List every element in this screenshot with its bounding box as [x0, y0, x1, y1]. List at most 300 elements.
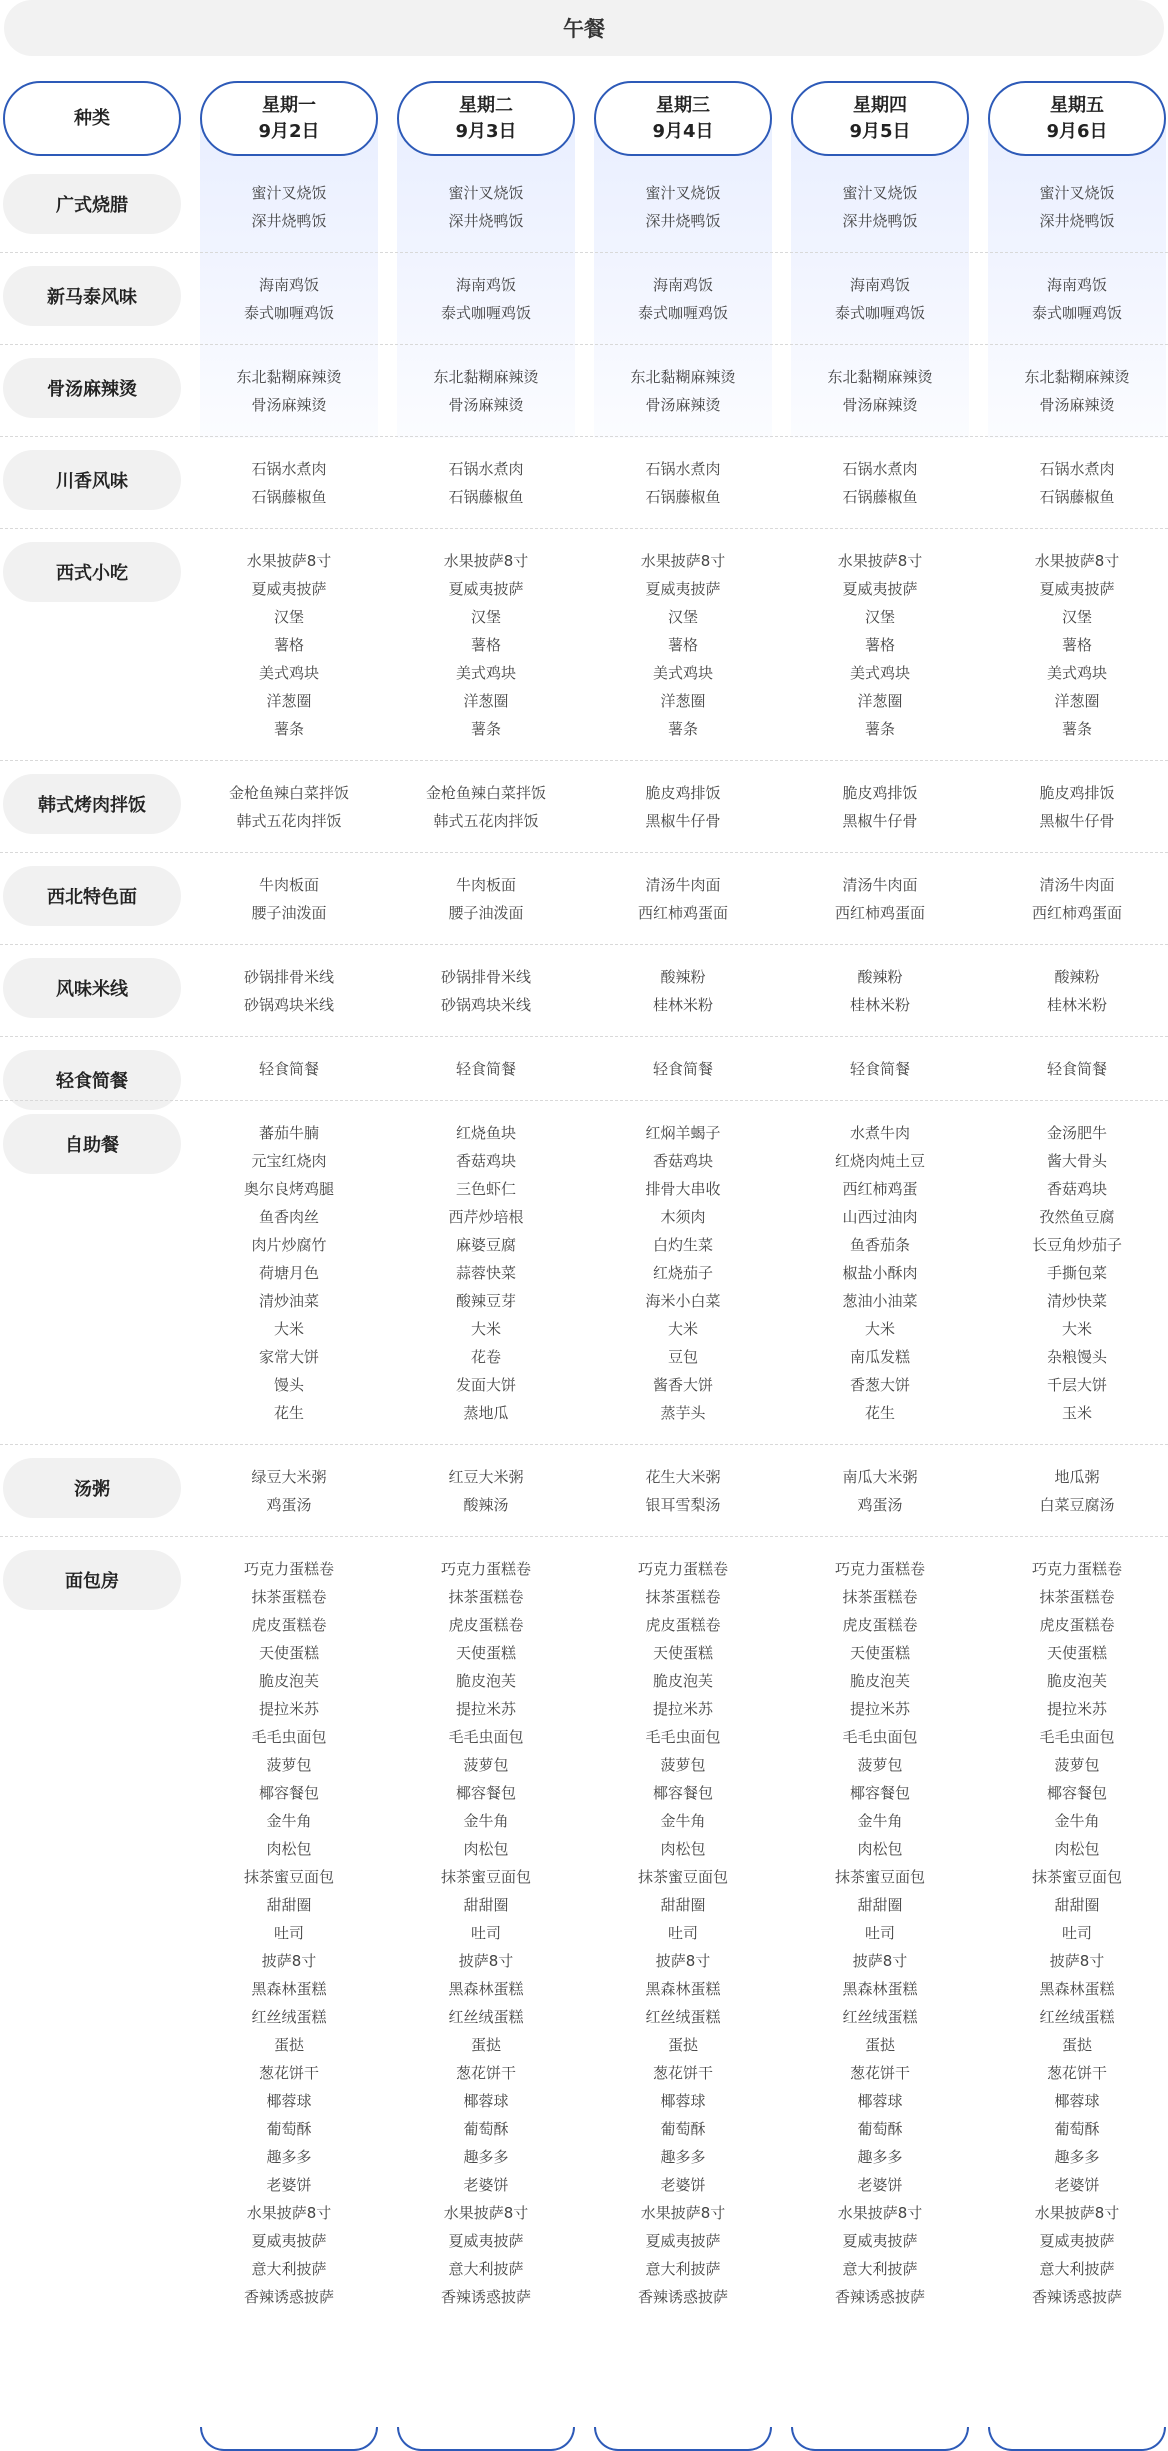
menu-item: 石锅藤椒鱼: [842, 488, 918, 506]
menu-item: 发面大饼: [455, 1376, 516, 1394]
menu-cell: [988, 547, 1166, 743]
menu-item: 披萨8寸: [852, 1952, 908, 1970]
menu-item: 葡萄酥: [1054, 2120, 1100, 2138]
menu-item: 排骨大串收: [645, 1180, 721, 1198]
menu-item: 砂锅排骨米线: [440, 968, 531, 986]
menu-cell: [200, 547, 378, 743]
menu-item: 蜜汁叉烧饭: [842, 184, 918, 202]
category-label: 自助餐: [3, 1114, 181, 1174]
menu-item: 砂锅鸡块米线: [243, 996, 334, 1014]
menu-item: 黑椒牛仔骨: [1039, 812, 1115, 830]
menu-item: 薯条: [470, 720, 501, 738]
menu-item: 葱花饼干: [1046, 2064, 1107, 2082]
menu-cell: [594, 547, 772, 743]
menu-item: 鱼香茄条: [849, 1236, 910, 1254]
menu-item: 蒸芋头: [660, 1404, 706, 1422]
menu-cell: [791, 271, 969, 327]
menu-item: 红丝绒蛋糕: [448, 2008, 524, 2026]
menu-item: 海南鸡饭: [1046, 276, 1107, 294]
menu-cell: [397, 963, 575, 1019]
menu-cell: [397, 1119, 575, 1427]
menu-item: 夏威夷披萨: [251, 580, 327, 598]
weekday-label: 星期二: [459, 94, 513, 116]
menu-cell: [988, 455, 1166, 511]
menu-item: 椰容餐包: [455, 1784, 516, 1802]
menu-item: 脆皮泡芙: [652, 1672, 713, 1690]
row-divider: [0, 436, 1168, 437]
menu-cell: [200, 963, 378, 1019]
menu-item: 石锅藤椒鱼: [1039, 488, 1115, 506]
menu-cell: [791, 1555, 969, 2311]
menu-item: 鸡蛋汤: [857, 1496, 903, 1514]
menu-item: 馒头: [273, 1376, 304, 1394]
menu-item: 薯条: [273, 720, 304, 738]
row-divider: [0, 344, 1168, 345]
row-divider: [0, 1100, 1168, 1101]
menu-item: 美式鸡块: [455, 664, 516, 682]
menu-item: 香菇鸡块: [652, 1152, 713, 1170]
menu-item: 薯格: [864, 636, 895, 654]
menu-item: 清炒快菜: [1046, 1292, 1107, 1310]
menu-cell: [791, 779, 969, 835]
menu-item: 洋葱圈: [266, 692, 312, 710]
column-bottom-cap: [988, 2427, 1166, 2451]
menu-item: 金牛角: [266, 1812, 312, 1830]
menu-item: 红烧茄子: [652, 1264, 713, 1282]
menu-item: 红烧鱼块: [455, 1124, 516, 1142]
menu-item: 石锅水煮肉: [645, 460, 721, 478]
menu-item: 深井烧鸭饭: [1039, 212, 1115, 230]
day-header-thu: [791, 81, 969, 156]
menu-item: 东北黏糊麻辣烫: [630, 368, 736, 386]
menu-item: 金枪鱼辣白菜拌饭: [228, 784, 349, 802]
menu-item: 蛋挞: [864, 2036, 895, 2054]
menu-item: 深井烧鸭饭: [251, 212, 327, 230]
menu-item: 意大利披萨: [842, 2260, 918, 2278]
menu-item: 美式鸡块: [849, 664, 910, 682]
row-divider: [0, 1444, 1168, 1445]
menu-item: 白灼生菜: [652, 1236, 713, 1254]
menu-cell: [791, 963, 969, 1019]
menu-item: 腰子油泼面: [448, 904, 524, 922]
menu-item: 深井烧鸭饭: [448, 212, 524, 230]
menu-item: 趣多多: [660, 2148, 706, 2166]
menu-item: 肉松包: [463, 1840, 509, 1858]
menu-item: 薯条: [864, 720, 895, 738]
category-label: 韩式烤肉拌饭: [3, 774, 181, 834]
menu-cell: [397, 871, 575, 927]
menu-item: 水煮牛肉: [849, 1124, 910, 1142]
menu-item: 蜜汁叉烧饭: [1039, 184, 1115, 202]
menu-item: 西芹炒培根: [448, 1208, 524, 1226]
category-header-label: 种类: [74, 107, 110, 129]
menu-cell: [791, 871, 969, 927]
menu-item: 吐司: [273, 1924, 304, 1942]
category-label: 面包房: [3, 1550, 181, 1610]
date-label: 9月6日: [1046, 120, 1108, 142]
category-label: 西北特色面: [3, 866, 181, 926]
menu-cell: [200, 871, 378, 927]
menu-cell: [594, 871, 772, 927]
menu-item: 清汤牛肉面: [1039, 876, 1115, 894]
menu-item: 虎皮蛋糕卷: [645, 1616, 721, 1634]
menu-item: 蒸地瓜: [463, 1404, 509, 1422]
menu-item: 清汤牛肉面: [645, 876, 721, 894]
menu-item: 香辣诱惑披萨: [243, 2288, 334, 2306]
menu-item: 脆皮泡芙: [1046, 1672, 1107, 1690]
menu-item: 东北黏糊麻辣烫: [827, 368, 933, 386]
menu-item: 肉片炒腐竹: [251, 1236, 327, 1254]
menu-cell: [594, 1463, 772, 1519]
menu-item: 金牛角: [857, 1812, 903, 1830]
menu-item: 虎皮蛋糕卷: [1039, 1616, 1115, 1634]
menu-item: 肉松包: [857, 1840, 903, 1858]
menu-item: 水果披萨8寸: [1034, 2204, 1120, 2222]
menu-item: 红豆大米粥: [448, 1468, 524, 1486]
menu-cell: [988, 1055, 1166, 1083]
menu-item: 元宝红烧肉: [251, 1152, 327, 1170]
category-header: [3, 81, 181, 156]
menu-cell: [200, 271, 378, 327]
menu-item: 红丝绒蛋糕: [645, 2008, 721, 2026]
menu-item: 虎皮蛋糕卷: [251, 1616, 327, 1634]
menu-item: 椰容餐包: [1046, 1784, 1107, 1802]
menu-item: 葱花饼干: [652, 2064, 713, 2082]
menu-item: 椰容餐包: [849, 1784, 910, 1802]
menu-item: 泰式咖喱鸡饭: [243, 304, 334, 322]
menu-item: 薯条: [1061, 720, 1092, 738]
menu-item: 金枪鱼辣白菜拌饭: [425, 784, 546, 802]
menu-item: 手撕包菜: [1046, 1264, 1107, 1282]
menu-item: 水果披萨8寸: [443, 2204, 529, 2222]
menu-item: 毛毛虫面包: [1039, 1728, 1115, 1746]
menu-cell: [397, 547, 575, 743]
menu-cell: [791, 1055, 969, 1083]
menu-item: 葡萄酥: [266, 2120, 312, 2138]
menu-item: 牛肉板面: [455, 876, 516, 894]
menu-item: 山西过油肉: [842, 1208, 918, 1226]
menu-item: 黑森林蛋糕: [1039, 1980, 1115, 1998]
menu-item: 蕃茄牛腩: [258, 1124, 319, 1142]
menu-item: 甜甜圈: [266, 1896, 312, 1914]
menu-item: 脆皮鸡排饭: [1039, 784, 1115, 802]
category-label: 轻食简餐: [3, 1050, 181, 1110]
menu-item: 夏威夷披萨: [1039, 2232, 1115, 2250]
menu-item: 大米: [667, 1320, 698, 1338]
menu-item: 杂粮馒头: [1046, 1348, 1107, 1366]
menu-item: 巧克力蛋糕卷: [243, 1560, 334, 1578]
category-label: 川香风味: [3, 450, 181, 510]
menu-item: 蛋挞: [667, 2036, 698, 2054]
menu-item: 海南鸡饭: [849, 276, 910, 294]
menu-cell: [594, 1055, 772, 1083]
menu-item: 毛毛虫面包: [251, 1728, 327, 1746]
column-bottom-cap: [594, 2427, 772, 2451]
menu-item: 抹茶蜜豆面包: [637, 1868, 728, 1886]
menu-item: 骨汤麻辣烫: [645, 396, 721, 414]
menu-item: 水果披萨8寸: [640, 2204, 726, 2222]
menu-cell: [594, 363, 772, 419]
menu-item: 抹茶蜜豆面包: [243, 1868, 334, 1886]
menu-item: 蛋挞: [470, 2036, 501, 2054]
menu-title: 午餐: [4, 0, 1164, 56]
menu-cell: [988, 871, 1166, 927]
column-bottom-cap: [791, 2427, 969, 2451]
menu-cell: [397, 1555, 575, 2311]
menu-cell: [397, 1055, 575, 1083]
menu-item: 洋葱圈: [857, 692, 903, 710]
row-divider: [0, 944, 1168, 945]
menu-item: 椰蓉球: [1054, 2092, 1100, 2110]
menu-item: 毛毛虫面包: [842, 1728, 918, 1746]
menu-item: 巧克力蛋糕卷: [834, 1560, 925, 1578]
menu-item: 清炒油菜: [258, 1292, 319, 1310]
menu-item: 轻食简餐: [652, 1060, 713, 1078]
menu-item: 花卷: [470, 1348, 501, 1366]
menu-item: 抹茶蛋糕卷: [251, 1588, 327, 1606]
menu-cell: [988, 363, 1166, 419]
menu-item: 骨汤麻辣烫: [251, 396, 327, 414]
menu-item: 南瓜大米粥: [842, 1468, 918, 1486]
menu-item: 红烧肉炖土豆: [834, 1152, 925, 1170]
menu-item: 砂锅鸡块米线: [440, 996, 531, 1014]
menu-item: 红丝绒蛋糕: [1039, 2008, 1115, 2026]
menu-cell: [397, 271, 575, 327]
menu-item: 金汤肥牛: [1046, 1124, 1107, 1142]
menu-item: 抹茶蜜豆面包: [440, 1868, 531, 1886]
menu-item: 意大利披萨: [448, 2260, 524, 2278]
menu-cell: [200, 1055, 378, 1083]
menu-item: 椰蓉球: [857, 2092, 903, 2110]
date-label: 9月2日: [258, 120, 320, 142]
menu-item: 甜甜圈: [463, 1896, 509, 1914]
menu-item: 轻食简餐: [455, 1060, 516, 1078]
menu-item: 披萨8寸: [655, 1952, 711, 1970]
menu-item: 花生: [273, 1404, 304, 1422]
menu-item: 水果披萨8寸: [1034, 552, 1120, 570]
menu-item: 抹茶蛋糕卷: [448, 1588, 524, 1606]
menu-item: 地瓜粥: [1054, 1468, 1100, 1486]
menu-item: 绿豆大米粥: [251, 1468, 327, 1486]
row-divider: [0, 852, 1168, 853]
menu-item: 椰蓉球: [266, 2092, 312, 2110]
day-header-mon: [200, 81, 378, 156]
menu-item: 酸辣豆芽: [455, 1292, 516, 1310]
menu-item: 东北黏糊麻辣烫: [433, 368, 539, 386]
menu-cell: [200, 779, 378, 835]
menu-item: 吐司: [667, 1924, 698, 1942]
menu-cell: [397, 455, 575, 511]
menu-cell: [791, 547, 969, 743]
menu-item: 骨汤麻辣烫: [448, 396, 524, 414]
menu-cell: [791, 1463, 969, 1519]
menu-item: 奥尔良烤鸡腿: [243, 1180, 334, 1198]
menu-item: 豆包: [667, 1348, 698, 1366]
menu-item: 洋葱圈: [1054, 692, 1100, 710]
category-label: 西式小吃: [3, 542, 181, 602]
menu-item: 菠萝包: [857, 1756, 903, 1774]
menu-item: 美式鸡块: [1046, 664, 1107, 682]
menu-item: 蛋挞: [273, 2036, 304, 2054]
menu-item: 葱油小油菜: [842, 1292, 918, 1310]
menu-item: 老婆饼: [1054, 2176, 1100, 2194]
menu-item: 轻食简餐: [849, 1060, 910, 1078]
row-divider: [0, 252, 1168, 253]
row-divider: [0, 1536, 1168, 1537]
menu-cell: [594, 779, 772, 835]
menu-item: 吐司: [864, 1924, 895, 1942]
menu-item: 水果披萨8寸: [837, 552, 923, 570]
menu-item: 洋葱圈: [660, 692, 706, 710]
menu-item: 提拉米苏: [455, 1700, 516, 1718]
column-bottom-cap: [397, 2427, 575, 2451]
menu-cell: [594, 963, 772, 1019]
row-divider: [0, 528, 1168, 529]
menu-item: 菠萝包: [660, 1756, 706, 1774]
menu-item: 脆皮泡芙: [849, 1672, 910, 1690]
menu-item: 夏威夷披萨: [645, 580, 721, 598]
menu-item: 虎皮蛋糕卷: [842, 1616, 918, 1634]
menu-item: 天使蛋糕: [1046, 1644, 1107, 1662]
menu-item: 大米: [864, 1320, 895, 1338]
menu-item: 蜜汁叉烧饭: [448, 184, 524, 202]
menu-cell: [200, 1463, 378, 1519]
menu-item: 骨汤麻辣烫: [842, 396, 918, 414]
menu-cell: [200, 455, 378, 511]
menu-item: 石锅水煮肉: [448, 460, 524, 478]
menu-item: 天使蛋糕: [455, 1644, 516, 1662]
menu-item: 虎皮蛋糕卷: [448, 1616, 524, 1634]
menu-item: 天使蛋糕: [652, 1644, 713, 1662]
category-label: 新马泰风味: [3, 266, 181, 326]
menu-item: 南瓜发糕: [849, 1348, 910, 1366]
menu-item: 甜甜圈: [660, 1896, 706, 1914]
menu-item: 鸡蛋汤: [266, 1496, 312, 1514]
menu-cell: [594, 179, 772, 235]
menu-item: 汉堡: [864, 608, 895, 626]
menu-cell: [200, 1119, 378, 1427]
menu-item: 海南鸡饭: [258, 276, 319, 294]
menu-item: 抹茶蛋糕卷: [1039, 1588, 1115, 1606]
menu-item: 老婆饼: [463, 2176, 509, 2194]
menu-item: 腰子油泼面: [251, 904, 327, 922]
menu-item: 酱香大饼: [652, 1376, 713, 1394]
menu-cell: [988, 779, 1166, 835]
menu-cell: [988, 963, 1166, 1019]
menu-item: 肉松包: [266, 1840, 312, 1858]
menu-cell: [397, 1463, 575, 1519]
menu-item: 黑森林蛋糕: [251, 1980, 327, 1998]
menu-item: 披萨8寸: [1049, 1952, 1105, 1970]
weekday-label: 星期一: [262, 94, 316, 116]
menu-item: 薯条: [667, 720, 698, 738]
menu-item: 深井烧鸭饭: [842, 212, 918, 230]
menu-item: 石锅水煮肉: [842, 460, 918, 478]
menu-item: 红焖羊蝎子: [645, 1124, 721, 1142]
menu-item: 夏威夷披萨: [842, 580, 918, 598]
day-header-fri: [988, 81, 1166, 156]
menu-item: 金牛角: [463, 1812, 509, 1830]
menu-item: 酸辣粉: [857, 968, 903, 986]
menu-item: 白菜豆腐汤: [1039, 1496, 1115, 1514]
menu-item: 东北黏糊麻辣烫: [1024, 368, 1130, 386]
menu-item: 香辣诱惑披萨: [1031, 2288, 1122, 2306]
menu-item: 脆皮鸡排饭: [645, 784, 721, 802]
category-label: 骨汤麻辣烫: [3, 358, 181, 418]
menu-item: 红丝绒蛋糕: [842, 2008, 918, 2026]
menu-item: 石锅藤椒鱼: [448, 488, 524, 506]
menu-item: 韩式五花肉拌饭: [433, 812, 539, 830]
menu-cell: [594, 271, 772, 327]
menu-item: 香菇鸡块: [1046, 1180, 1107, 1198]
menu-item: 金牛角: [660, 1812, 706, 1830]
date-label: 9月4日: [652, 120, 714, 142]
row-divider: [0, 1036, 1168, 1037]
menu-item: 披萨8寸: [458, 1952, 514, 1970]
menu-item: 黑森林蛋糕: [645, 1980, 721, 1998]
menu-item: 泰式咖喱鸡饭: [440, 304, 531, 322]
menu-item: 夏威夷披萨: [1039, 580, 1115, 598]
menu-item: 吐司: [1061, 1924, 1092, 1942]
menu-cell: [791, 363, 969, 419]
menu-item: 葡萄酥: [463, 2120, 509, 2138]
menu-item: 抹茶蛋糕卷: [645, 1588, 721, 1606]
menu-item: 泰式咖喱鸡饭: [637, 304, 728, 322]
menu-item: 黑森林蛋糕: [842, 1980, 918, 1998]
menu-item: 意大利披萨: [251, 2260, 327, 2278]
menu-item: 汉堡: [470, 608, 501, 626]
menu-item: 葡萄酥: [660, 2120, 706, 2138]
weekday-label: 星期四: [853, 94, 907, 116]
menu-item: 黑森林蛋糕: [448, 1980, 524, 1998]
menu-item: 蜜汁叉烧饭: [645, 184, 721, 202]
menu-item: 石锅水煮肉: [251, 460, 327, 478]
menu-item: 清汤牛肉面: [842, 876, 918, 894]
menu-item: 椰蓉球: [660, 2092, 706, 2110]
menu-item: 薯格: [1061, 636, 1092, 654]
menu-item: 石锅藤椒鱼: [645, 488, 721, 506]
menu-item: 汉堡: [667, 608, 698, 626]
menu-item: 酸辣汤: [463, 1496, 509, 1514]
menu-item: 巧克力蛋糕卷: [637, 1560, 728, 1578]
menu-item: 椰蓉球: [463, 2092, 509, 2110]
menu-item: 夏威夷披萨: [842, 2232, 918, 2250]
menu-item: 银耳雪梨汤: [645, 1496, 721, 1514]
menu-item: 提拉米苏: [1046, 1700, 1107, 1718]
row-divider: [0, 760, 1168, 761]
menu-item: 葡萄酥: [857, 2120, 903, 2138]
menu-item: 三色虾仁: [455, 1180, 516, 1198]
menu-item: 香辣诱惑披萨: [637, 2288, 728, 2306]
menu-item: 海南鸡饭: [455, 276, 516, 294]
menu-item: 酸辣粉: [660, 968, 706, 986]
menu-item: 韩式五花肉拌饭: [236, 812, 342, 830]
menu-item: 脆皮鸡排饭: [842, 784, 918, 802]
menu-item: 水果披萨8寸: [640, 552, 726, 570]
menu-cell: [594, 1119, 772, 1427]
menu-cell: [791, 455, 969, 511]
menu-cell: [988, 179, 1166, 235]
menu-item: 趣多多: [463, 2148, 509, 2166]
menu-item: 泰式咖喱鸡饭: [1031, 304, 1122, 322]
menu-item: 香葱大饼: [849, 1376, 910, 1394]
menu-item: 家常大饼: [258, 1348, 319, 1366]
menu-cell: [791, 179, 969, 235]
menu-cell: [988, 1119, 1166, 1427]
menu-item: 意大利披萨: [645, 2260, 721, 2278]
menu-item: 抹茶蜜豆面包: [834, 1868, 925, 1886]
menu-item: 西红柿鸡蛋: [842, 1180, 918, 1198]
